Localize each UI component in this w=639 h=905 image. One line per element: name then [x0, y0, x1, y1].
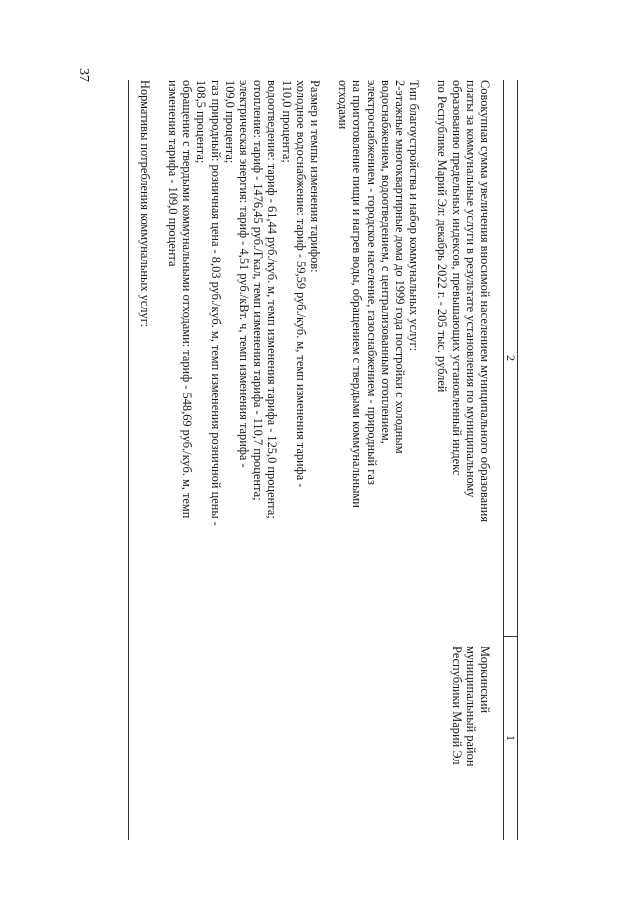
column-number-1: 1	[504, 735, 518, 741]
text-line: Тип благоустройства и набор коммунальных услуг:	[407, 80, 422, 352]
text-line: платы за коммунальные услуги в результате установления по муниципальному	[463, 80, 478, 498]
rotated-table	[118, 80, 518, 840]
region-cell	[449, 636, 492, 840]
text-line: Совокупная сумма увеличения вносимой населением муниципального образования	[478, 80, 492, 523]
page-number	[76, 68, 106, 98]
content-cell	[124, 80, 492, 636]
page-number-text: 37	[76, 68, 91, 82]
text-line: электроснабжением - городское население, газоснабжением - природный газ	[364, 80, 379, 485]
payment-increase-block	[435, 80, 492, 636]
text-line: электрическая энергия: тариф - 4,51 руб./кВт. ч, темп изменения тарифа -	[236, 80, 251, 468]
tariffs-block	[166, 80, 322, 636]
text-line: 2-этажные многоквартирные дома до 1999 года постройки с холодным	[392, 80, 407, 454]
region-line: Моркинский	[478, 646, 492, 714]
text-line: отходами	[336, 80, 351, 130]
text-line: образованию предельных индексов, превышающих установленный индекс	[449, 80, 464, 476]
text-line: на приготовление пищи и нагрев воды, обращением с твердыми коммунальными	[350, 80, 365, 508]
text-line: холодное водоснабжение: тариф - 59,59 руб./куб. м, темп изменения тарифа -	[293, 80, 308, 488]
table-bottom-rule	[128, 80, 129, 840]
text-line: обращение с твердыми коммунальными отходами: тариф - 548,69 руб./куб. м, темп	[180, 80, 195, 519]
column-number-2: 2	[504, 355, 518, 361]
region-line: муниципальный район	[463, 646, 478, 767]
text-line: отопление: тариф - 1476,45 руб./Гкал, темп изменения тарифа - 110,7 процента;	[251, 80, 266, 501]
text-line: по Республике Марий Эл: декабрь 2022 г. - 205 тыс. рублей	[435, 80, 450, 393]
text-line: 109,0 процента;	[222, 80, 237, 164]
consumption-norms-block	[138, 80, 152, 636]
text-line: 108,5 процента;	[194, 80, 209, 164]
text-line: газ природный: розничная цена - 8,03 руб./куб. м, темп изменения розничной цены -	[208, 80, 223, 526]
text-line: водоотведение: тариф - 61,44 руб./куб. м, темп изменения тарифа - 125,0 процента;	[265, 80, 280, 519]
housing-type-block	[336, 80, 421, 636]
text-line: Нормативы потребления коммунальных услуг:	[137, 80, 152, 328]
text-line: 110,0 процента;	[279, 80, 294, 163]
text-line: Размер и темпы изменения тарифов:	[307, 80, 322, 273]
region-line: Республики Марий Эл	[449, 646, 464, 765]
text-line: водоснабжением, водоотведением, с централизованным отоплением,	[378, 80, 393, 444]
text-line: изменения тарифа - 109,0 процента	[165, 80, 180, 267]
